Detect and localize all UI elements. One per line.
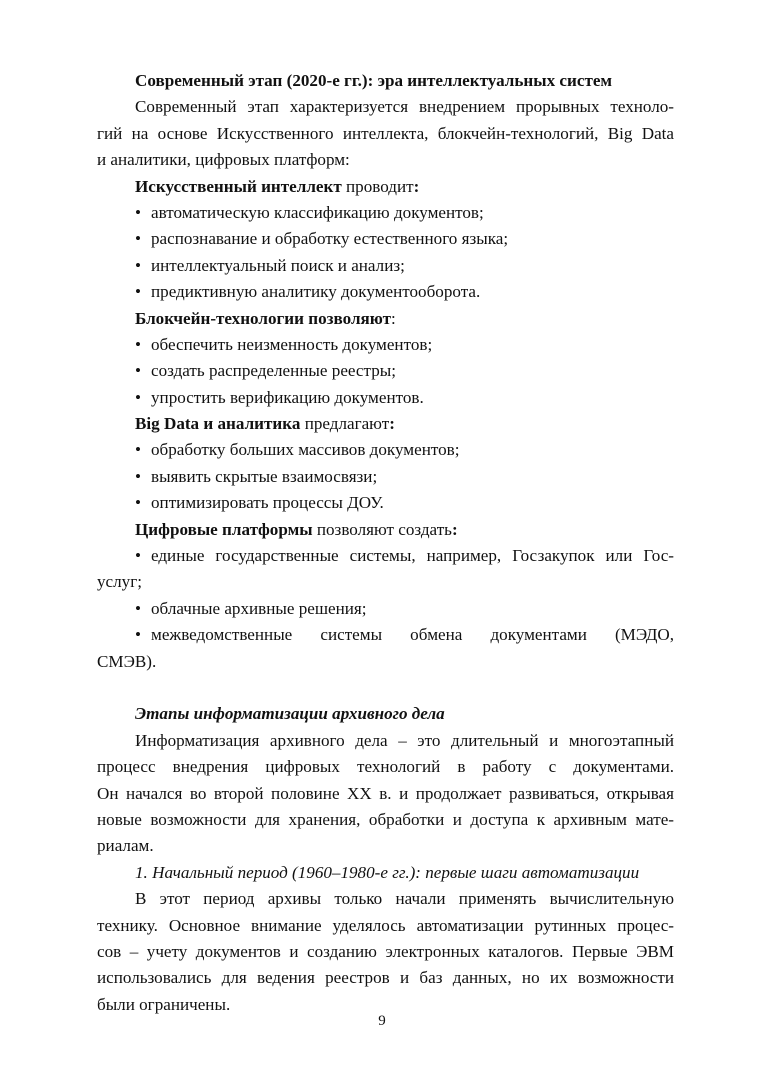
platforms-list-item-continued: услуг; (97, 572, 142, 592)
platforms-lead-text: позволяют создать (312, 519, 452, 539)
intro-line: и аналитики, цифровых платформ: (97, 150, 350, 170)
stages-para-line: риалам. (97, 836, 154, 856)
stages-para-line: новые возможности для хранения, обработки и доступа к архивным мате- (97, 809, 674, 829)
stages-para-line: Он начался во второй половине XX в. и продолжает развиваться, открывая (97, 783, 674, 803)
bigdata-lead-colon: : (389, 414, 395, 434)
section-gap (97, 675, 674, 701)
platforms-lead-colon: : (451, 519, 458, 539)
intro-line: гий на основе Искусственного интеллекта, блокчейн-технологий, Big Data (97, 123, 674, 143)
platforms-list-item-continued: СМЭВ). (97, 651, 157, 671)
ai-lead-bold: Искусственный интеллект (135, 176, 342, 196)
blockchain-list-item: • упростить верификацию документов. (97, 385, 674, 411)
platforms-list-item: • облачные архивные решения; (97, 596, 674, 622)
bigdata-list-item: • выявить скрытые взаимосвязи; (97, 464, 674, 490)
platforms-list-item: • межведомственные системы обмена документами (МЭДО, (97, 622, 674, 648)
blockchain-lead (97, 306, 674, 332)
platforms-lead (97, 517, 674, 543)
bigdata-lead (97, 411, 674, 437)
ai-list-item: • интеллектуальный поиск и анализ; (97, 253, 674, 279)
period1-para-line: технику. Основное внимание уделялось автоматизации рутинных процес- (97, 915, 674, 935)
page-content (97, 68, 674, 1018)
ai-list-item: • распознавание и обработку естественного языка; (97, 226, 674, 252)
ai-list-item: • автоматическую классификацию документов; (97, 200, 674, 226)
intro-line: Современный этап характеризуется внедрением прорывных техноло- (135, 97, 674, 117)
platforms-lead-bold: Цифровые платформы (135, 519, 313, 539)
bigdata-lead-bold: Big Data и аналитика (135, 414, 301, 434)
stages-para-line: Информатизация архивного дела – это длительный и многоэтапный (135, 730, 674, 750)
bigdata-lead-text: предлагают (300, 414, 390, 434)
platforms-list-item: • единые государственные системы, например, Госзакупок или Гос- (97, 543, 674, 569)
bigdata-list-item: • обработку больших массивов документов; (97, 437, 674, 463)
period1-para-line: сов – учету документов и созданию электронных каталогов. Первые ЭВМ (97, 941, 674, 961)
stages-para-line: процесс внедрения цифровых технологий в работу с документами. (97, 757, 674, 777)
blockchain-lead-colon: : (391, 308, 396, 328)
ai-lead-text: проводит (341, 176, 414, 196)
period1-para-line: использовались для ведения реестров и баз данных, но их возможности (97, 968, 674, 988)
ai-lead-colon: : (413, 176, 420, 196)
section-heading-modern: Современный этап (2020-е гг.): эра интеллектуальных систем (135, 71, 613, 90)
period1-para-line: В этот период архивы только начали применять вычислительную (135, 889, 674, 909)
ai-list-item: • предиктивную аналитику документооборота. (97, 279, 674, 305)
period1-heading: 1. Начальный период (1960–1980-е гг.): первые шаги автоматизации (135, 862, 640, 882)
blockchain-lead-bold: Блокчейн-технологии позволяют (135, 308, 392, 328)
page-number: 9 (378, 1013, 386, 1029)
ai-lead (97, 174, 674, 200)
period1-para-line: были ограничены. (97, 994, 231, 1014)
section-heading-stages: Этапы информатизации архивного дела (135, 704, 445, 724)
blockchain-list-item: • создать распределенные реестры; (97, 358, 674, 384)
bigdata-list-item: • оптимизировать процессы ДОУ. (97, 490, 674, 516)
blockchain-list-item: • обеспечить неизменность документов; (97, 332, 674, 358)
